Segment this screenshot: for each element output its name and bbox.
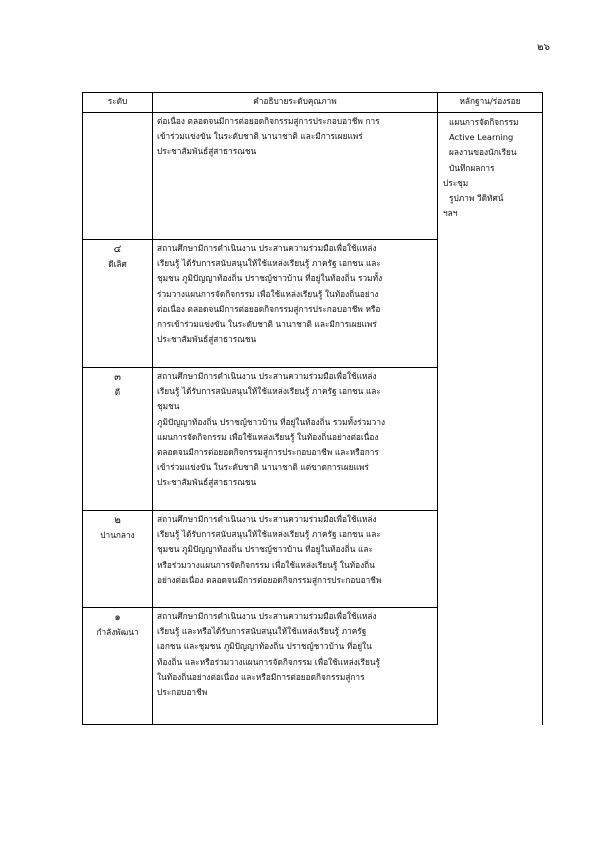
description-cell [153, 113, 438, 240]
description-line: การเข้าร่วมแข่งขัน ในระดับชาติ นานาชาติ และมีการเผยแพร่ [157, 319, 377, 330]
table-row [83, 113, 543, 240]
description-line: สถานศึกษามีการดำเนินงาน ประสานความร่วมมือเพื่อใช้แหล่ง [157, 243, 377, 253]
evidence-cell-empty [438, 511, 543, 608]
table-row [83, 511, 543, 608]
description-line: ท้องถิ่น และหรือร่วมวางแผนการจัดกิจกรรม เพื่อใช้แหล่งเรียนรู้ [157, 656, 380, 667]
description-line: สถานศึกษามีการดำเนินงาน ประสานความร่วมมือเพื่อใช้แหล่ง [157, 371, 377, 381]
level-number: ๒ [114, 515, 121, 526]
description-line: ตลอดจนมีการต่อยอดกิจกรรมสู่การประกอบอาชีพ และหรือการ [157, 447, 379, 458]
description-line: ประชาสัมพันธ์สู่สาธารณชน [157, 334, 257, 345]
evidence-cell-empty [438, 368, 543, 511]
header-level: ระดับ [83, 93, 153, 113]
description-cell [153, 240, 438, 368]
description-line: ในท้องถิ่นอย่างต่อเนื่อง และหรือมีการต่อยอดกิจกรรมสู่การ [157, 671, 365, 682]
level-number: ๑ [114, 612, 121, 623]
page-number: ๒๖ [537, 42, 550, 53]
description-line: เข้าร่วมแข่งขัน ในระดับชาติ นานาชาติ แต่ขาดการเผยแพร่ [157, 462, 369, 473]
level-cell [83, 608, 153, 725]
description-line: สถานศึกษามีการดำเนินงาน ประสานความร่วมมือเพื่อใช้แหล่ง [157, 514, 377, 524]
table-row [83, 368, 543, 511]
description-line: แผนการจัดกิจกรรม เพื่อใช้แหล่งเรียนรู้ ในท้องถิ่นอย่างต่อเนื่อง [157, 431, 379, 442]
level-cell [83, 240, 153, 368]
quality-level-table [82, 92, 543, 725]
description-line: เรียนรู้ และหรือได้รับการสนับสนุนให้ใช้แหล่งเรียนรู้ ภาครัฐ [157, 626, 367, 637]
level-name: ดี [114, 387, 121, 397]
description-line: เรียนรู้ ได้รับการสนับสนุนให้ใช้แหล่งเรียนรู้ ภาครัฐ เอกชน และ [157, 529, 381, 540]
level-number: ๓ [114, 372, 121, 383]
description-line: ชุมชน [157, 401, 180, 412]
description-line: หรือร่วมวางแผนการจัดกิจกรรม เพื่อใช้แหล่งเรียนรู้ ในท้องถิ่น [157, 559, 375, 570]
description-line: ประชาสัมพันธ์สู่สาธารณชน [157, 477, 257, 488]
header-description: คำอธิบายระดับคุณภาพ [153, 93, 438, 113]
evidence-item: Active Learning [449, 132, 514, 143]
table-row [83, 608, 543, 725]
evidence-item: แผนการจัดกิจกรรม [449, 117, 519, 127]
level-number: ๔ [113, 244, 122, 255]
description-line: ประชาสัมพันธ์สู่สาธารณชน [157, 146, 257, 157]
description-line: เข้าร่วมแข่งขัน ในระดับชาติ นานาชาติ และมีการเผยแพร่ [157, 131, 363, 142]
description-line: ชุมชน ภูมิปัญญาท้องถิ่น ปราชญ์ชาวบ้าน ที่อยู่ในท้องถิ่น รวมทั้ง [157, 273, 383, 284]
description-line: ประกอบอาชีพ [157, 687, 208, 698]
description-line: ภูมิปัญญาท้องถิ่น ปราชญ์ชาวบ้าน ที่อยู่ในท้องถิ่น รวมทั้งร่วมวาง [157, 416, 386, 427]
evidence-cell-empty [438, 608, 543, 725]
evidence-item: รูปภาพ วีดิทัศน์ [449, 193, 504, 204]
level-cell [83, 113, 153, 240]
description-line: เรียนรู้ ได้รับการสนับสนุนให้ใช้แหล่งเรียนรู้ ภาครัฐ เอกชน และ [157, 258, 381, 269]
header-evidence: หลักฐาน/ร่องรอย [438, 93, 543, 113]
description-line: ต่อเนื่อง ตลอดจนมีการต่อยอดกิจกรรมสู่การประกอบอาชีพ หรือ [157, 303, 381, 314]
description-line: ชุมชน ภูมิปัญญาท้องถิ่น ปราชญ์ชาวบ้าน ที่อยู่ในท้องถิ่น และ [157, 544, 373, 555]
level-name: ดีเลิศ [108, 259, 127, 269]
level-name: ปานกลาง [100, 530, 135, 540]
description-cell [153, 608, 438, 725]
evidence-item: ผลงานของนักเรียน [449, 147, 517, 158]
description-cell [153, 368, 438, 511]
level-name: กำลังพัฒนา [96, 627, 139, 637]
description-line: สถานศึกษามีการดำเนินงาน ประสานความร่วมมือเพื่อใช้แหล่ง [157, 611, 377, 621]
description-line: ต่อเนื่อง ตลอดจนมีการต่อยอดกิจกรรมสู่การประกอบอาชีพ การ [157, 116, 380, 126]
evidence-item: ประชุม [443, 177, 469, 188]
evidence-item: ฯลฯ [443, 208, 458, 219]
table-header-row [83, 93, 543, 113]
description-line: ร่วมวางแผนการจัดกิจกรรม เพื่อใช้แหล่งเรียนรู้ ในท้องถิ่นอย่าง [157, 288, 379, 299]
description-line: เอกชน และชุมชน ภูมิปัญญาท้องถิ่น ปราชญ์ชาวบ้าน ที่อยู่ใน [157, 641, 372, 652]
description-cell [153, 511, 438, 608]
evidence-cell [438, 113, 543, 368]
level-cell [83, 368, 153, 511]
evidence-item: บันทึกผลการ [449, 162, 495, 173]
level-cell [83, 511, 153, 608]
description-line: เรียนรู้ ได้รับการสนับสนุนให้ใช้แหล่งเรียนรู้ ภาครัฐ เอกชน และ [157, 386, 381, 397]
description-line: อย่างต่อเนื่อง ตลอดจนมีการต่อยอดกิจกรรมสู่การประกอบอาชีพ [157, 574, 382, 585]
